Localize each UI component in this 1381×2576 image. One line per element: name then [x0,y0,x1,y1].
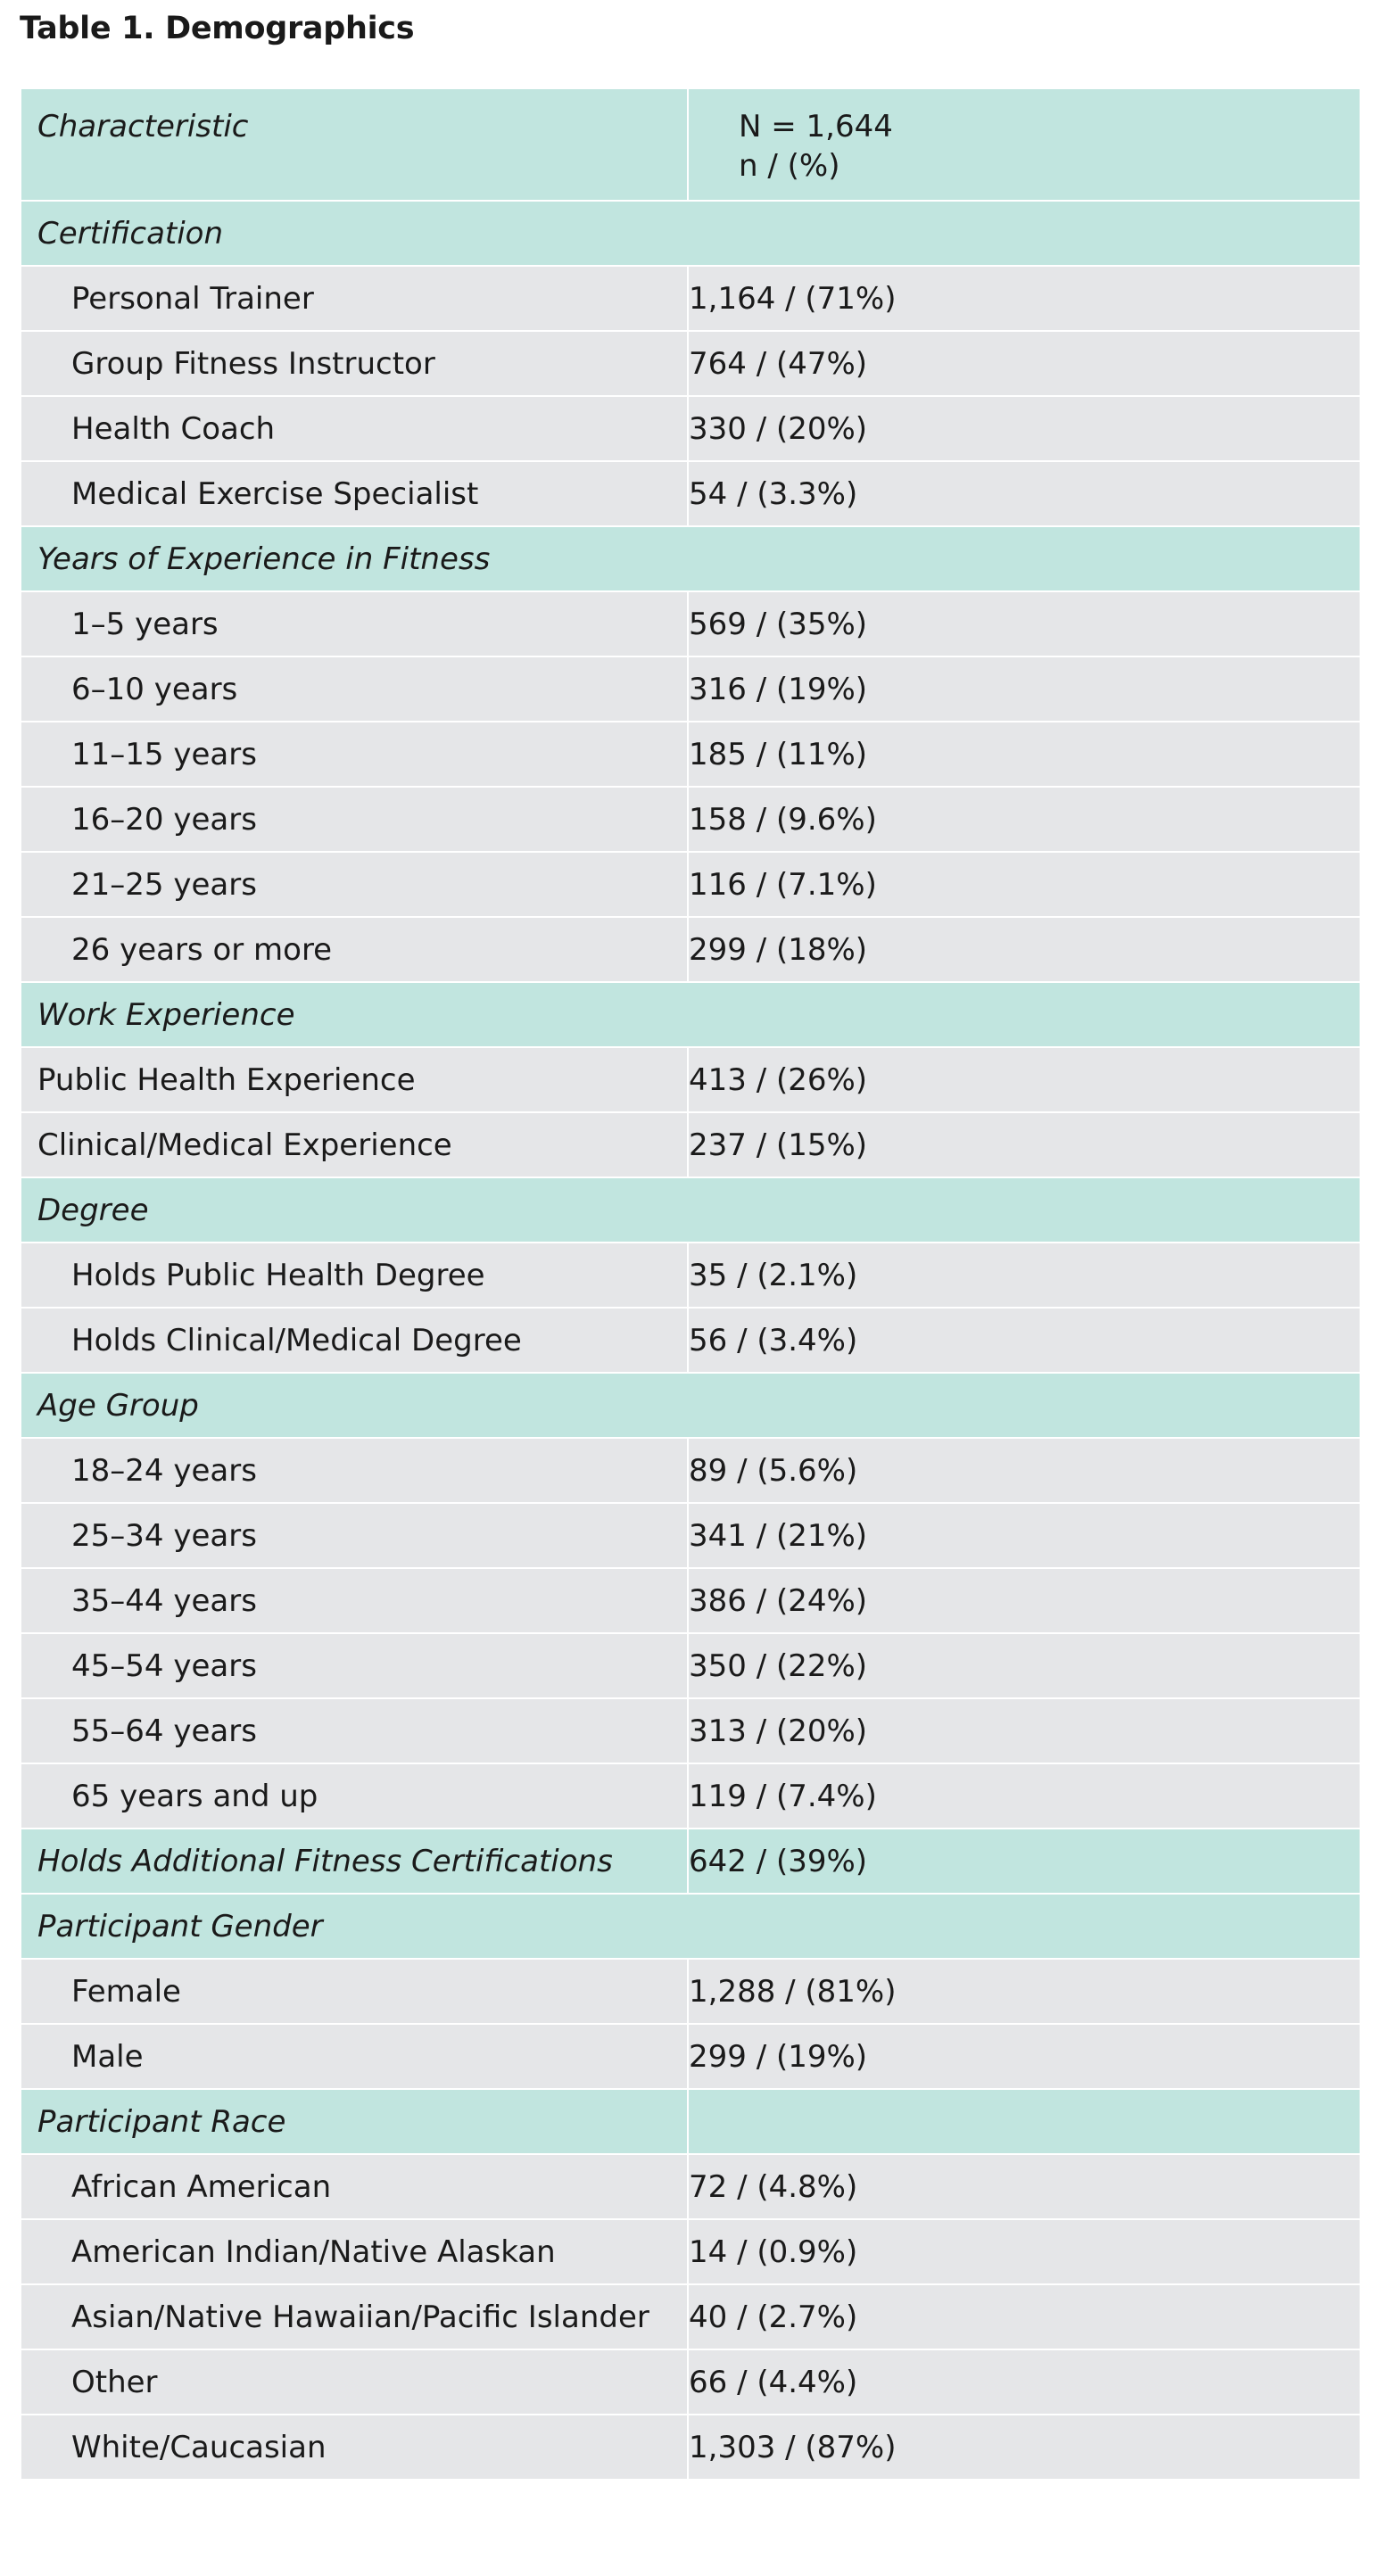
row-label: Holds Public Health Degree [21,1242,689,1307]
section-header-row [21,1828,1360,1893]
row-label: Public Health Experience [21,1046,689,1111]
row-label: Personal Trainer [21,265,689,330]
table-row [21,1307,1360,1372]
table-row [21,721,1360,786]
row-value: 1,164 / (71%) [689,265,1360,330]
row-value: 350 / (22%) [689,1632,1360,1697]
table-row [21,1697,1360,1763]
table-row [21,2023,1360,2088]
row-label: Health Coach [21,395,689,460]
row-value [689,2088,1360,2153]
row-label: Female [21,1958,689,2023]
section-label: Degree [21,1177,1360,1242]
table-row [21,1632,1360,1697]
table-row [21,1763,1360,1828]
table-row [21,1046,1360,1111]
section-label: Work Experience [21,981,1360,1046]
section-header-row [21,2088,1360,2153]
section-label: Certification [21,200,1360,265]
row-label: Holds Clinical/Medical Degree [21,1307,689,1372]
row-label: 35–44 years [21,1567,689,1632]
section-header-row [21,1177,1360,1242]
table-row [21,1502,1360,1567]
row-value: 35 / (2.1%) [689,1242,1360,1307]
section-label: Age Group [21,1372,1360,1437]
table-row [21,2349,1360,2414]
row-value: 413 / (26%) [689,1046,1360,1111]
row-value: 642 / (39%) [689,1828,1360,1893]
table-row [21,265,1360,330]
section-header-row [21,525,1360,590]
row-value: 89 / (5.6%) [689,1437,1360,1502]
row-value: 299 / (18%) [689,916,1360,981]
row-value: 54 / (3.3%) [689,460,1360,525]
section-label: Holds Additional Fitness Certifications [21,1828,689,1893]
table-row [21,656,1360,721]
row-label: Male [21,2023,689,2088]
row-value: 56 / (3.4%) [689,1307,1360,1372]
row-label: Group Fitness Instructor [21,330,689,395]
row-label: Other [21,2349,689,2414]
table-row [21,330,1360,395]
header-n-pct: n / (%) [739,148,840,184]
table-row [21,851,1360,916]
row-label: White/Caucasian [21,2414,689,2479]
table-row [21,786,1360,851]
table-row [21,590,1360,656]
row-value: 185 / (11%) [689,721,1360,786]
row-label: 21–25 years [21,851,689,916]
table-row [21,916,1360,981]
row-value: 14 / (0.9%) [689,2218,1360,2283]
row-value: 569 / (35%) [689,590,1360,656]
table-title: Table 1. Demographics [20,11,415,46]
row-value: 764 / (47%) [689,330,1360,395]
row-value: 1,288 / (81%) [689,1958,1360,2023]
row-label: 1–5 years [21,590,689,656]
table-row [21,1958,1360,2023]
section-header-row [21,1372,1360,1437]
table-row [21,1111,1360,1177]
row-label: African American [21,2153,689,2218]
table-row [21,1567,1360,1632]
section-header-row [21,981,1360,1046]
row-label: 11–15 years [21,721,689,786]
table-row [21,1437,1360,1502]
header-n-total: N = 1,644 [739,109,893,144]
row-value: 313 / (20%) [689,1697,1360,1763]
row-value: 316 / (19%) [689,656,1360,721]
section-header-row [21,1893,1360,1958]
row-label: 55–64 years [21,1697,689,1763]
row-label: 6–10 years [21,656,689,721]
table-row [21,2218,1360,2283]
row-label: Clinical/Medical Experience [21,1111,689,1177]
row-label: 18–24 years [21,1437,689,1502]
table-row [21,395,1360,460]
row-label: Asian/Native Hawaiian/Pacific Islander [21,2283,689,2349]
row-value: 119 / (7.4%) [689,1763,1360,1828]
header-characteristic: Characteristic [21,87,689,200]
row-label: 45–54 years [21,1632,689,1697]
row-label: 16–20 years [21,786,689,851]
section-header-row [21,200,1360,265]
row-label: 26 years or more [21,916,689,981]
row-value: 330 / (20%) [689,395,1360,460]
table-row [21,2283,1360,2349]
row-label: 65 years and up [21,1763,689,1828]
row-value: 1,303 / (87%) [689,2414,1360,2479]
row-value: 299 / (19%) [689,2023,1360,2088]
row-value: 158 / (9.6%) [689,786,1360,851]
row-label: Medical Exercise Specialist [21,460,689,525]
table-row [21,2153,1360,2218]
row-value: 237 / (15%) [689,1111,1360,1177]
header-n-column [689,87,1360,200]
table-row [21,460,1360,525]
row-label: American Indian/Native Alaskan [21,2218,689,2283]
row-label: 25–34 years [21,1502,689,1567]
table-header-row [21,87,1360,200]
row-value: 72 / (4.8%) [689,2153,1360,2218]
table-row [21,2414,1360,2479]
demographics-table [21,87,1360,2479]
row-value: 116 / (7.1%) [689,851,1360,916]
section-label: Years of Experience in Fitness [21,525,1360,590]
section-label: Participant Race [21,2088,689,2153]
row-value: 386 / (24%) [689,1567,1360,1632]
section-label: Participant Gender [21,1893,1360,1958]
row-value: 40 / (2.7%) [689,2283,1360,2349]
row-value: 66 / (4.4%) [689,2349,1360,2414]
table-row [21,1242,1360,1307]
row-value: 341 / (21%) [689,1502,1360,1567]
